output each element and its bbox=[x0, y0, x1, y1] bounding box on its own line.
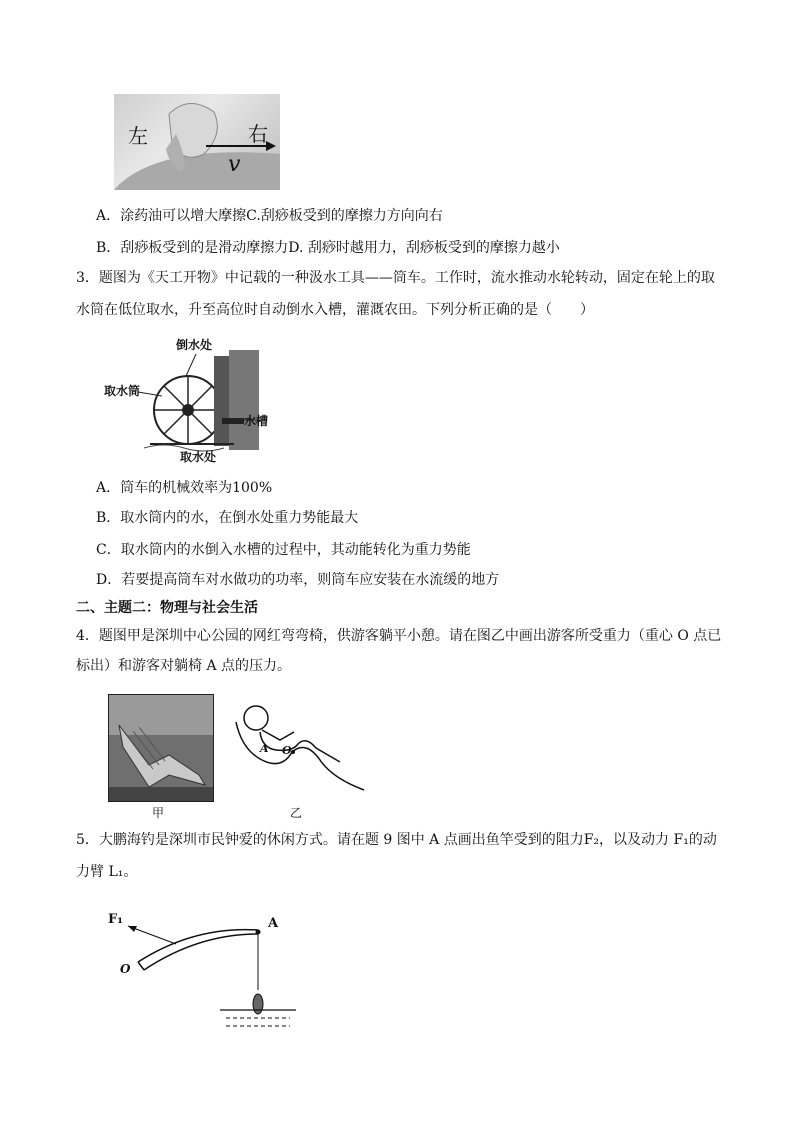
water-wheel-drawing bbox=[104, 336, 284, 464]
q3-option-a: A．筒车的机械效率为100% bbox=[96, 480, 273, 496]
f1-label: F₁ bbox=[108, 912, 123, 927]
q3-stem-line-1: 3．题图为《天工开物》中记载的一种汲水工具——筒车。工作时，流水推动水轮转动，固定在轮上的取 bbox=[76, 270, 715, 286]
q3-option-d: D．若要提高筒车对水做功的功率，则筒车应安装在水流缓的地方 bbox=[96, 572, 500, 588]
q5-stem-line-2: 力臂 L₁。 bbox=[76, 864, 138, 880]
q5-stem-line-1: 5．大鹏海钓是深圳市民钟爱的休闲方式。请在题 9 图中 A 点画出鱼竿受到的阻力F₂，以及动力 F₁的动 bbox=[76, 832, 717, 848]
right-label: 右 bbox=[248, 122, 268, 146]
q3-option-c: C．取水筒内的水倒入水槽的过程中，其动能转化为重力势能 bbox=[96, 542, 471, 558]
q4-stem-line-1: 4．题图甲是深圳中心公园的网红弯弯椅，供游客躺平小憩。请在图乙中画出游客所受重力（重心 O 点已 bbox=[76, 628, 722, 644]
q3-stem-line-2: 水筒在低位取水，升至高位时自动倒水入槽，灌溉农田。下列分析正确的是（ ） bbox=[76, 302, 594, 318]
velocity-label: v bbox=[228, 152, 241, 177]
reclining-figure-drawing bbox=[232, 700, 372, 802]
fishing-rod-diagram bbox=[104, 906, 304, 1036]
intake-point-label: 取水处 bbox=[180, 450, 217, 464]
q3-option-b: B．取水筒内的水，在倒水处重力势能最大 bbox=[96, 510, 359, 526]
caption-jia: 甲 bbox=[152, 806, 165, 820]
left-label: 左 bbox=[128, 124, 148, 148]
trough-label: 水槽 bbox=[244, 414, 269, 428]
o-label: O bbox=[120, 962, 131, 976]
q2-option-line-1: A．涂药油可以增大摩擦C.刮痧板受到的摩擦力方向向右 bbox=[96, 208, 443, 224]
lounge-chair-photo bbox=[108, 694, 214, 802]
caption-yi: 乙 bbox=[290, 806, 303, 820]
a-label: A bbox=[268, 916, 279, 931]
water-wheel-figure bbox=[104, 336, 284, 464]
lounge-chair-photo-drawing bbox=[109, 695, 213, 801]
bucket-label: 取水筒 bbox=[104, 384, 141, 398]
gua-sha-figure bbox=[114, 94, 280, 190]
q2-option-line-2: B．刮痧板受到的是滑动摩擦力D. 刮痧时越用力，刮痧板受到的摩擦力越小 bbox=[96, 240, 560, 256]
point-o-label: O bbox=[282, 744, 292, 757]
section-2-title: 二、主题二：物理与社会生活 bbox=[76, 600, 258, 616]
q4-stem-line-2: 标出）和游客对躺椅 A 点的压力。 bbox=[76, 658, 292, 674]
point-a-label: A bbox=[260, 742, 269, 755]
pour-point-label: 倒水处 bbox=[176, 338, 213, 352]
reclining-figure-diagram bbox=[232, 700, 372, 802]
